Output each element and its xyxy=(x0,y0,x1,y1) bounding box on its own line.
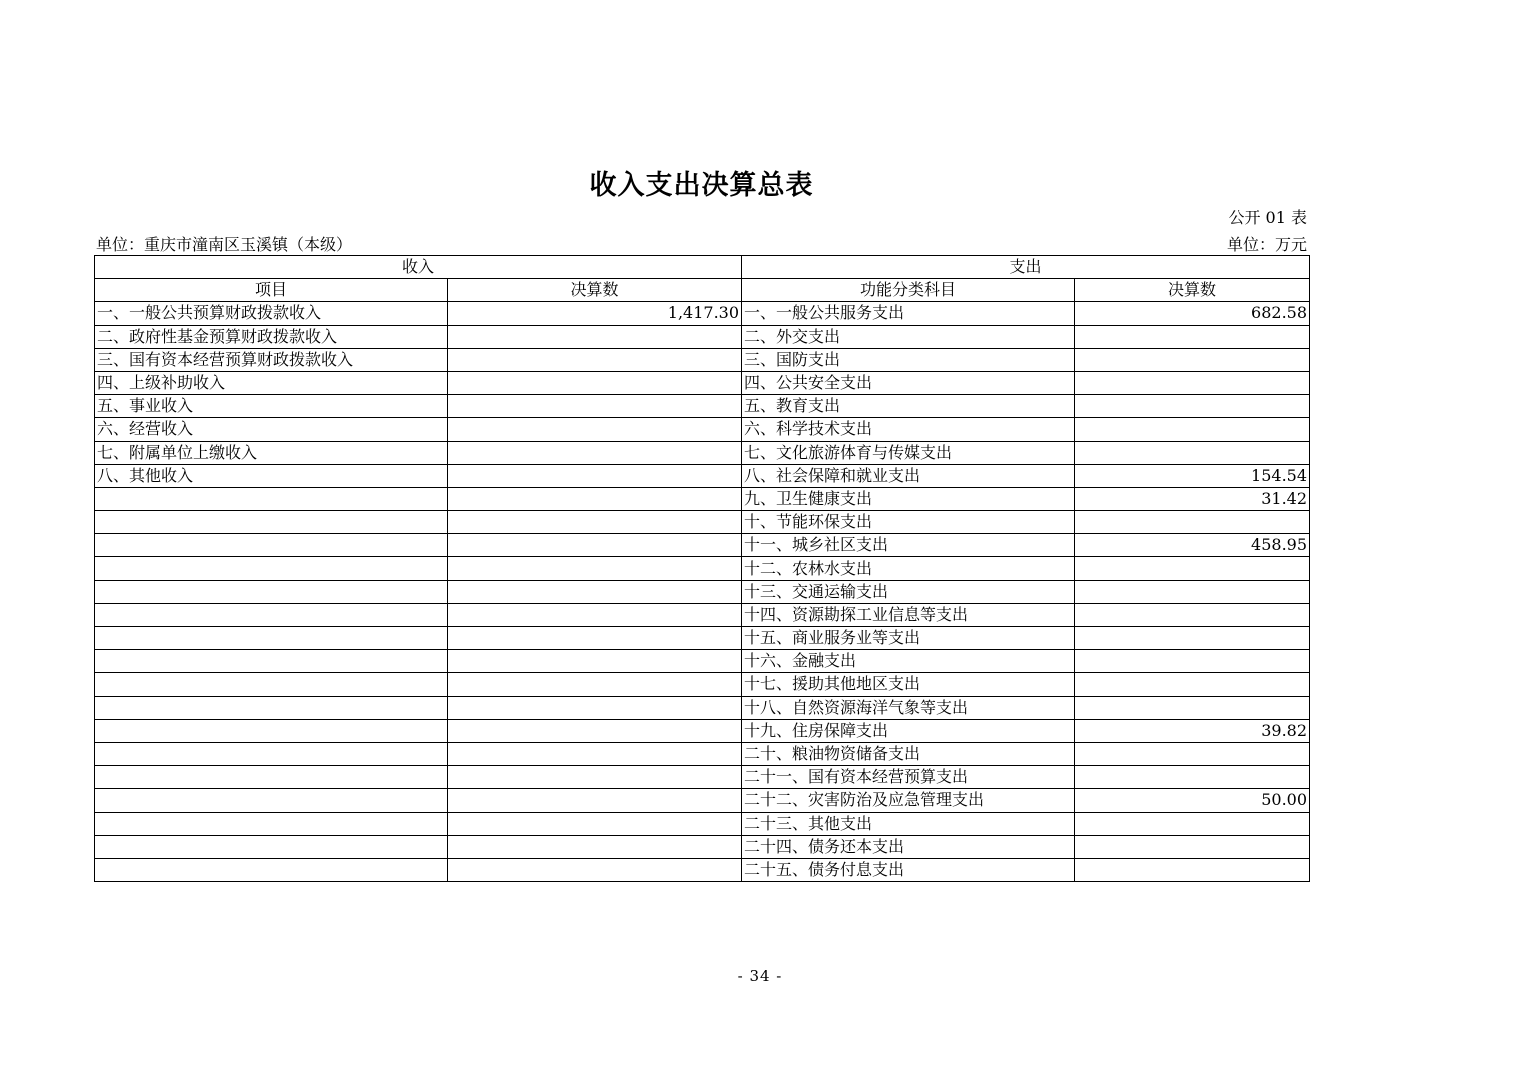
expense-amount-cell xyxy=(1075,348,1310,371)
table-row xyxy=(95,418,1310,441)
income-amount-cell xyxy=(448,835,742,858)
expense-item-cell: 八、社会保障和就业支出 xyxy=(742,464,1075,487)
table-row xyxy=(95,835,1310,858)
income-item-cell xyxy=(95,627,448,650)
income-item-cell xyxy=(95,858,448,881)
income-amount-cell xyxy=(448,696,742,719)
income-item-cell xyxy=(95,511,448,534)
table-row xyxy=(95,766,1310,789)
income-amount-header: 决算数 xyxy=(448,279,742,302)
table-row xyxy=(95,557,1310,580)
expense-amount-cell xyxy=(1075,696,1310,719)
expense-amount-cell xyxy=(1075,371,1310,394)
income-amount-cell xyxy=(448,418,742,441)
income-amount-cell xyxy=(448,858,742,881)
income-item-cell xyxy=(95,557,448,580)
expense-item-cell: 十三、交通运输支出 xyxy=(742,580,1075,603)
expense-group-header: 支出 xyxy=(742,256,1310,279)
income-amount-cell: 1,417.30 xyxy=(448,302,742,325)
table-row xyxy=(95,371,1310,394)
income-item-cell: 六、经营收入 xyxy=(95,418,448,441)
expense-amount-cell xyxy=(1075,812,1310,835)
table-row xyxy=(95,348,1310,371)
expense-item-cell: 九、卫生健康支出 xyxy=(742,487,1075,510)
income-amount-cell xyxy=(448,742,742,765)
income-item-cell xyxy=(95,742,448,765)
expense-amount-cell: 682.58 xyxy=(1075,302,1310,325)
expense-amount-header: 决算数 xyxy=(1075,279,1310,302)
table-row xyxy=(95,742,1310,765)
table-row xyxy=(95,673,1310,696)
expense-item-cell: 十四、资源勘探工业信息等支出 xyxy=(742,603,1075,626)
income-amount-cell xyxy=(448,673,742,696)
income-amount-cell xyxy=(448,789,742,812)
income-amount-cell xyxy=(448,441,742,464)
table-row xyxy=(95,858,1310,881)
expense-item-cell: 七、文化旅游体育与传媒支出 xyxy=(742,441,1075,464)
expense-amount-cell xyxy=(1075,557,1310,580)
income-amount-cell xyxy=(448,534,742,557)
income-amount-cell xyxy=(448,487,742,510)
income-item-cell: 四、上级补助收入 xyxy=(95,371,448,394)
expense-amount-cell: 154.54 xyxy=(1075,464,1310,487)
expense-item-cell: 十七、援助其他地区支出 xyxy=(742,673,1075,696)
income-amount-cell xyxy=(448,812,742,835)
expense-item-cell: 十、节能环保支出 xyxy=(742,511,1075,534)
expense-amount-cell xyxy=(1075,627,1310,650)
unit-currency: 单位：万元 xyxy=(1226,235,1307,254)
income-item-cell: 五、事业收入 xyxy=(95,395,448,418)
table-row xyxy=(95,395,1310,418)
income-item-cell: 三、国有资本经营预算财政拨款收入 xyxy=(95,348,448,371)
table-row xyxy=(95,487,1310,510)
expense-item-cell: 十八、自然资源海洋气象等支出 xyxy=(742,696,1075,719)
income-amount-cell xyxy=(448,325,742,348)
income-amount-cell xyxy=(448,511,742,534)
income-item-cell xyxy=(95,789,448,812)
expense-amount-cell xyxy=(1075,742,1310,765)
expense-item-cell: 六、科学技术支出 xyxy=(742,418,1075,441)
income-amount-cell xyxy=(448,557,742,580)
income-amount-cell xyxy=(448,627,742,650)
table-row xyxy=(95,580,1310,603)
expense-amount-cell xyxy=(1075,395,1310,418)
table-row xyxy=(95,511,1310,534)
income-item-cell: 七、附属单位上缴收入 xyxy=(95,441,448,464)
income-amount-cell xyxy=(448,766,742,789)
page-title: 收入支出决算总表 xyxy=(589,170,814,201)
expense-item-cell: 十六、金融支出 xyxy=(742,650,1075,673)
income-group-header: 收入 xyxy=(95,256,742,279)
income-amount-cell xyxy=(448,395,742,418)
expense-item-cell: 十九、住房保障支出 xyxy=(742,719,1075,742)
table-column-header-row xyxy=(95,279,1310,302)
income-item-cell xyxy=(95,812,448,835)
table-row xyxy=(95,627,1310,650)
table-row xyxy=(95,812,1310,835)
income-item-cell xyxy=(95,487,448,510)
expense-item-cell: 二十五、债务付息支出 xyxy=(742,858,1075,881)
expense-amount-cell: 458.95 xyxy=(1075,534,1310,557)
income-amount-cell xyxy=(448,603,742,626)
expense-item-cell: 二十二、灾害防治及应急管理支出 xyxy=(742,789,1075,812)
expense-amount-cell xyxy=(1075,835,1310,858)
table-row xyxy=(95,302,1310,325)
income-item-cell xyxy=(95,580,448,603)
expense-amount-cell: 39.82 xyxy=(1075,719,1310,742)
expense-amount-cell xyxy=(1075,511,1310,534)
expense-item-cell: 二、外交支出 xyxy=(742,325,1075,348)
table-row xyxy=(95,719,1310,742)
income-expense-table xyxy=(94,255,1310,882)
income-amount-cell xyxy=(448,348,742,371)
expense-amount-cell xyxy=(1075,858,1310,881)
income-item-cell xyxy=(95,650,448,673)
expense-item-cell: 五、教育支出 xyxy=(742,395,1075,418)
form-number: 公开 01 表 xyxy=(1228,208,1307,227)
expense-item-cell: 十五、商业服务业等支出 xyxy=(742,627,1075,650)
income-item-cell xyxy=(95,696,448,719)
income-item-header: 项目 xyxy=(95,279,448,302)
expense-item-cell: 二十、粮油物资储备支出 xyxy=(742,742,1075,765)
income-item-cell xyxy=(95,835,448,858)
expense-amount-cell xyxy=(1075,673,1310,696)
expense-amount-cell: 50.00 xyxy=(1075,789,1310,812)
expense-amount-cell xyxy=(1075,650,1310,673)
income-item-cell xyxy=(95,673,448,696)
table-row xyxy=(95,441,1310,464)
table-row xyxy=(95,603,1310,626)
expense-amount-cell xyxy=(1075,418,1310,441)
table-body xyxy=(95,302,1310,882)
expense-item-cell: 二十四、债务还本支出 xyxy=(742,835,1075,858)
income-item-cell: 八、其他收入 xyxy=(95,464,448,487)
expense-category-header: 功能分类科目 xyxy=(742,279,1075,302)
income-item-cell: 一、一般公共预算财政拨款收入 xyxy=(95,302,448,325)
income-item-cell xyxy=(95,766,448,789)
unit-organization: 单位：重庆市潼南区玉溪镇（本级） xyxy=(96,235,353,254)
income-amount-cell xyxy=(448,371,742,394)
income-amount-cell xyxy=(448,464,742,487)
table-row xyxy=(95,789,1310,812)
page-number: - 34 - xyxy=(737,967,783,985)
expense-amount-cell: 31.42 xyxy=(1075,487,1310,510)
expense-amount-cell xyxy=(1075,603,1310,626)
expense-item-cell: 三、国防支出 xyxy=(742,348,1075,371)
income-amount-cell xyxy=(448,719,742,742)
income-amount-cell xyxy=(448,650,742,673)
expense-amount-cell xyxy=(1075,441,1310,464)
table-row xyxy=(95,464,1310,487)
table-row xyxy=(95,325,1310,348)
expense-amount-cell xyxy=(1075,325,1310,348)
expense-item-cell: 十二、农林水支出 xyxy=(742,557,1075,580)
expense-item-cell: 一、一般公共服务支出 xyxy=(742,302,1075,325)
expense-item-cell: 二十三、其他支出 xyxy=(742,812,1075,835)
expense-amount-cell xyxy=(1075,580,1310,603)
expense-item-cell: 二十一、国有资本经营预算支出 xyxy=(742,766,1075,789)
income-item-cell xyxy=(95,603,448,626)
table-row xyxy=(95,534,1310,557)
table-row xyxy=(95,650,1310,673)
income-item-cell xyxy=(95,719,448,742)
table-row xyxy=(95,696,1310,719)
income-item-cell xyxy=(95,534,448,557)
income-amount-cell xyxy=(448,580,742,603)
income-item-cell: 二、政府性基金预算财政拨款收入 xyxy=(95,325,448,348)
expense-item-cell: 十一、城乡社区支出 xyxy=(742,534,1075,557)
expense-item-cell: 四、公共安全支出 xyxy=(742,371,1075,394)
expense-amount-cell xyxy=(1075,766,1310,789)
table-group-header-row xyxy=(95,256,1310,279)
